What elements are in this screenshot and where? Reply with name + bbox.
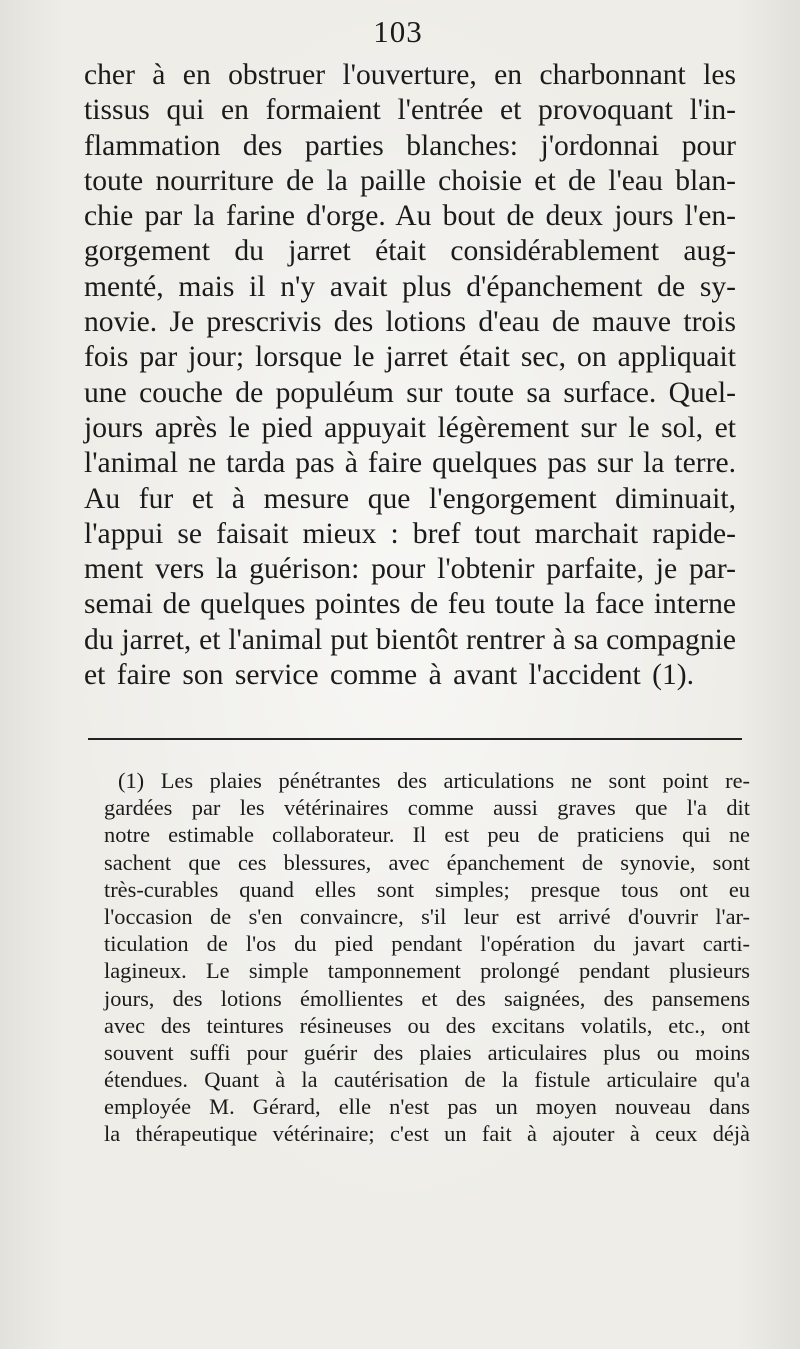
footnote-line: jours, des lotions émollientes et des saignées, des pansemens (104, 985, 750, 1011)
body-paragraph (84, 58, 736, 693)
body-line: fois par jour; lorsque le jarret était sec, on appliquait (84, 341, 736, 374)
footnote-line: l'occasion de s'en convaincre, s'il leur est arrivé d'ouvrir l'ar- (104, 903, 750, 929)
body-line: toute nourriture de la paille choisie et de l'eau blan- (84, 164, 736, 197)
body-line: gorgement du jarret était considérablement aug- (84, 235, 736, 268)
footnote-divider (88, 738, 742, 740)
page-number: 103 (373, 14, 423, 49)
body-line: menté, mais il n'y avait plus d'épanchement de sy- (84, 270, 736, 303)
body-line: chie par la farine d'orge. Au bout de deux jours l'en- (84, 200, 736, 233)
footnote-line: ticulation de l'os du pied pendant l'opération du javart carti- (104, 931, 750, 957)
body-line: flammation des parties blanches: j'ordonnai pour (84, 129, 736, 162)
footnote (104, 767, 750, 1148)
body-line: novie. Je prescrivis des lotions d'eau de mauve trois (84, 306, 736, 339)
body-line: du jarret, et l'animal put bientôt rentrer à sa compagnie (84, 623, 736, 656)
footnote-line: sachent que ces blessures, avec épanchement de synovie, sont (104, 849, 750, 875)
footnote-line: gardées par les vétérinaires comme aussi graves que l'a dit (104, 795, 750, 821)
body-line: jours après le pied appuyait légèrement sur le sol, et (84, 411, 736, 444)
footnote-line: souvent suffi pour guérir des plaies articulaires plus ou moins (104, 1039, 750, 1065)
body-line: semai de quelques pointes de feu toute la face interne (84, 588, 736, 621)
footnote-line: très-curables quand elles sont simples; presque tous ont eu (104, 876, 750, 902)
footnote-line: lagineux. Le simple tamponnement prolongé pendant plusieurs (104, 958, 750, 984)
body-line: tissus qui en formaient l'entrée et provoquant l'in- (84, 94, 736, 127)
body-line: une couche de populéum sur toute sa surface. Quel- (84, 376, 736, 409)
footnote-line: avec des teintures résineuses ou des excitans volatils, etc., ont (104, 1012, 750, 1038)
footnote-line: notre estimable collaborateur. Il est peu de praticiens qui ne (104, 822, 750, 848)
body-line: Au fur et à mesure que l'engorgement diminuait, (84, 482, 736, 515)
body-line: l'animal ne tarda pas à faire quelques pas sur la terre. (84, 447, 736, 480)
footnote-line: employée M. Gérard, elle n'est pas un moyen nouveau dans (104, 1094, 750, 1120)
footnote-line: étendues. Quant à la cautérisation de la fistule articulaire qu'a (104, 1067, 750, 1093)
body-line: cher à en obstruer l'ouverture, en charbonnant les (84, 59, 736, 91)
body-line: ment vers la guérison: pour l'obtenir parfaite, je par- (84, 553, 736, 586)
footnote-line: la thérapeutique vétérinaire; c'est un fait à ajouter à ceux déjà (104, 1121, 750, 1147)
body-line: et faire son service comme à avant l'accident (1). (84, 659, 695, 692)
footnote-line: (1) Les plaies pénétrantes des articulations ne sont point re- (118, 768, 750, 793)
body-line: l'appui se faisait mieux : bref tout marchait rapide- (84, 517, 736, 550)
